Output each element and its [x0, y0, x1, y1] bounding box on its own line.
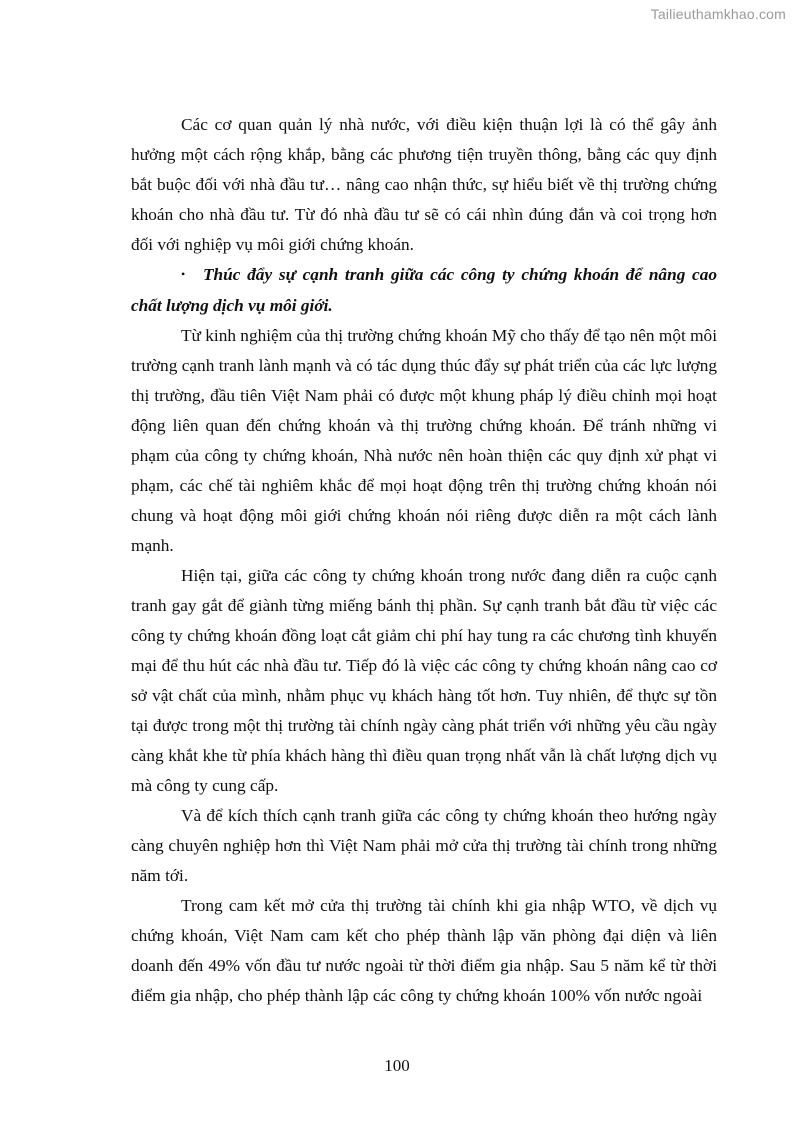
paragraph-3: Hiện tại, giữa các công ty chứng khoán trong nước đang diễn ra cuộc cạnh tranh gay gắt để giành từng miếng bánh thị phần. Sự cạnh tranh bắt đầu từ việc các công ty chứng khoán đồng loạt cắt giảm chi phí hay tung ra các chương tình khuyến mại để thu hút các nhà đầu tư. Tiếp đó là việc các công ty chứng khoán nâng cao cơ sở vật chất của mình, nhằm phục vụ khách hàng tốt hơn. Tuy nhiên, để thực sự tồn tại được trong một thị trường tài chính ngày càng phát triển với những yêu cầu ngày càng khắt khe từ phía khách hàng thì điều quan trọng nhất vẫn là chất lượng dịch vụ mà công ty cung cấp.: [131, 566, 717, 795]
watermark-text: Tailieuthamkhao.com: [650, 6, 786, 22]
page-number: 100: [384, 1056, 410, 1075]
section-heading-text: Thúc đẩy sự cạnh tranh giữa các công ty chứng khoán để nâng cao chất lượng dịch vụ môi giới.: [131, 265, 717, 315]
paragraph-2: Từ kinh nghiệm của thị trường chứng khoán Mỹ cho thấy để tạo nên một môi trường cạnh tranh lành mạnh và có tác dụng thúc đẩy sự phát triển của các lực lượng thị trường, đầu tiên Việt Nam phải có được một khung pháp lý điều chỉnh mọi hoạt động liên quan đến chứng khoán và thị trường chứng khoán. Để tránh những vi phạm của công ty chứng khoán, Nhà nước nên hoàn thiện các quy định xử phạt vi phạm, các chế tài nghiêm khắc để mọi hoạt động trên thị trường chứng khoán nói chung và hoạt động môi giới chứng khoán nói riêng được diễn ra một cách lành mạnh.: [131, 326, 717, 555]
section-heading: [131, 260, 717, 321]
page-body: [131, 110, 717, 1011]
paragraph-4: Và để kích thích cạnh tranh giữa các công ty chứng khoán theo hướng ngày càng chuyên nghiệp hơn thì Việt Nam phải mở cửa thị trường tài chính trong những năm tới.: [131, 806, 717, 885]
bullet-icon: •: [181, 267, 186, 281]
paragraph-1: Các cơ quan quản lý nhà nước, với điều kiện thuận lợi là có thể gây ảnh hưởng một cách rộng khắp, bằng các phương tiện truyền thông, bằng các quy định bắt buộc đối với nhà đầu tư… nâng cao nhận thức, sự hiểu biết về thị trường chứng khoán cho nhà đầu tư. Từ đó nhà đầu tư sẽ có cái nhìn đúng đắn và coi trọng hơn đối với nghiệp vụ môi giới chứng khoán.: [131, 115, 717, 254]
paragraph-5: Trong cam kết mở cửa thị trường tài chính khi gia nhập WTO, về dịch vụ chứng khoán, Việt Nam cam kết cho phép thành lập văn phòng đại diện và liên doanh đến 49% vốn đầu tư nước ngoài từ thời điểm gia nhập. Sau 5 năm kể từ thời điểm gia nhập, cho phép thành lập các công ty chứng khoán 100% vốn nước ngoài: [131, 896, 717, 1005]
